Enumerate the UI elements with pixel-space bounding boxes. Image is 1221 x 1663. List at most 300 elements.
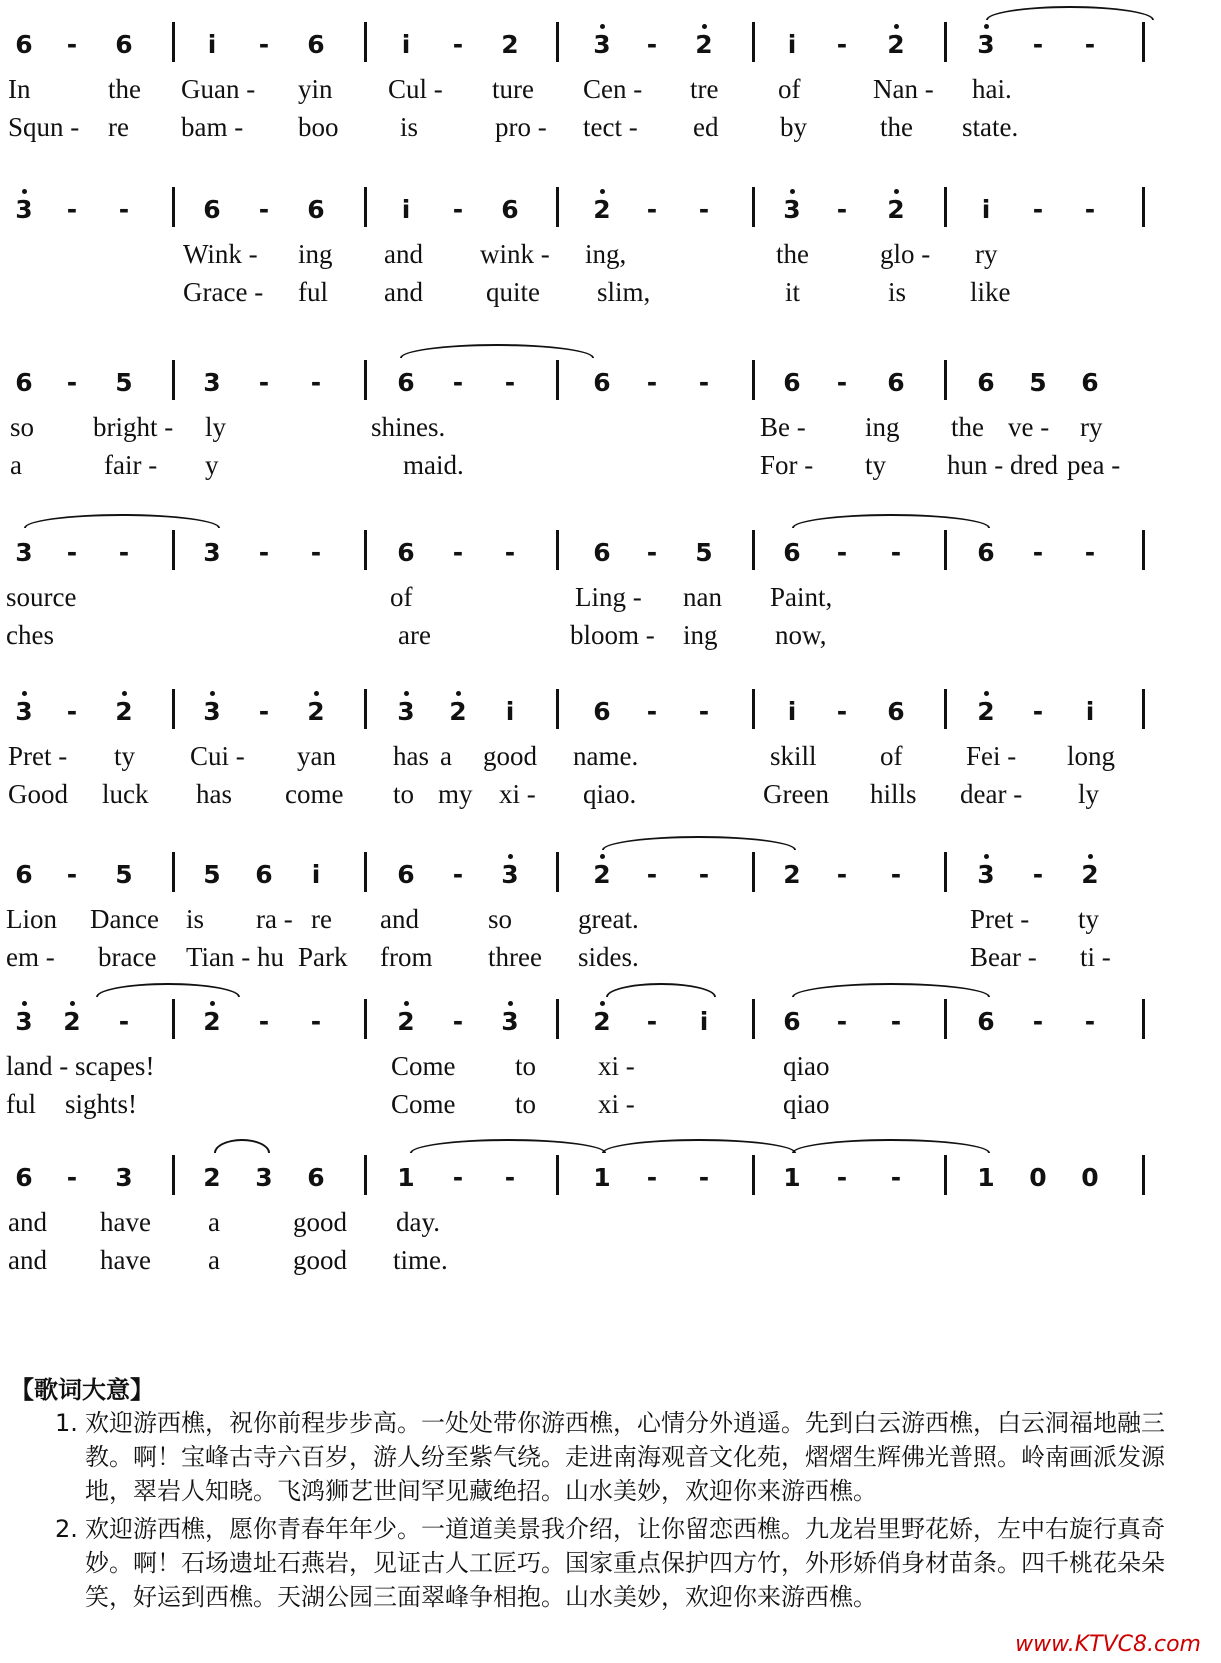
note: 6 <box>977 538 995 567</box>
barline <box>1142 187 1145 227</box>
note: 3 <box>977 860 995 889</box>
barline <box>752 530 755 570</box>
lyric-verse-1: of <box>880 741 903 771</box>
verse-number: 2. <box>55 1515 78 1543</box>
note: i <box>981 195 991 224</box>
octave-dot <box>404 1001 409 1006</box>
note-extension-dash: - <box>836 860 848 889</box>
note: i <box>787 697 797 726</box>
barline <box>752 187 755 227</box>
note-extension-dash: - <box>66 538 78 567</box>
note: 2 <box>203 1163 221 1192</box>
lyric-verse-2: xi - <box>598 1089 635 1119</box>
barline <box>1142 1155 1151 1195</box>
lyric-verse-1: ty <box>1078 904 1100 934</box>
lyric-verse-2: is <box>888 277 907 307</box>
lyric-verse-2: xi - <box>499 779 536 809</box>
lyric-verse-1: the <box>108 74 141 104</box>
lyric-verse-2: tect - <box>583 112 638 142</box>
note: 6 <box>783 538 801 567</box>
lyric-verse-2: maid. <box>403 450 464 480</box>
lyric-verse-2: Tian - hu <box>186 942 285 972</box>
note: i <box>401 30 411 59</box>
lyric-verse-2: are <box>398 620 431 650</box>
barline <box>364 1155 367 1195</box>
octave-dot <box>314 691 319 696</box>
octave-dot <box>22 189 27 194</box>
octave-dot <box>600 1001 605 1006</box>
barline <box>556 852 559 892</box>
note-extension-dash: - <box>1084 30 1096 59</box>
lyric-verse-1: bright - <box>93 412 174 442</box>
lyric-verse-1: good <box>293 1207 347 1237</box>
note: 6 <box>15 30 33 59</box>
lyric-verse-1: name. <box>573 741 639 771</box>
slur-arc <box>602 1139 796 1153</box>
lyric-verse-1: land - scapes! <box>6 1051 155 1081</box>
note: 2 <box>887 30 905 59</box>
note-extension-dash: - <box>504 538 516 567</box>
lyric-verse-1: hai. <box>972 74 1012 104</box>
verse-number: 1. <box>55 1409 78 1437</box>
note: 2 <box>695 30 713 59</box>
note-extension-dash: - <box>452 538 464 567</box>
lyric-verse-1: glo - <box>880 239 931 269</box>
note-extension-dash: - <box>452 1007 464 1036</box>
slur-arc <box>792 514 990 528</box>
lyric-verse-2: Squn - <box>8 112 80 142</box>
barline <box>172 1155 175 1195</box>
lyric-verse-2: em - <box>6 942 55 972</box>
lyric-verse-1: Guan - <box>181 74 256 104</box>
note-extension-dash: - <box>890 538 902 567</box>
lyric-verse-1: and <box>8 1207 47 1237</box>
barline <box>364 360 367 400</box>
slur-arc <box>986 6 1154 20</box>
barline <box>364 22 367 62</box>
barline <box>944 1155 947 1195</box>
barline <box>364 689 367 729</box>
lyric-verse-2: my <box>438 779 473 809</box>
note-extension-dash: - <box>66 368 78 397</box>
verse-text: 欢迎游西樵，愿你青春年年少。一道道美景我介绍，让你留恋西樵。九龙岩里野花娇，左中右旋行真奇妙。啊！石场遗址石燕岩，见证古人工匠巧。国家重点保护四方竹，外形娇俏身材苗条。四千桃花朵朵笑，好运到西樵。天湖公园三面翠峰争相抱。山水美妙，欢迎你来游西樵。 <box>85 1515 1165 1611</box>
note-extension-dash: - <box>890 860 902 889</box>
lyric-verse-1: of <box>778 74 801 104</box>
note-extension-dash: - <box>452 368 464 397</box>
note: 6 <box>307 1163 325 1192</box>
note-extension-dash: - <box>258 30 270 59</box>
note: 2 <box>501 30 519 59</box>
octave-dot <box>404 691 409 696</box>
lyrics-summary-title: 【歌词大意】 <box>10 1376 154 1404</box>
note-extension-dash: - <box>836 1007 848 1036</box>
lyric-verse-2: and <box>384 277 423 307</box>
lyric-verse-1: great. <box>578 904 639 934</box>
note: 3 <box>203 697 221 726</box>
note-extension-dash: - <box>836 30 848 59</box>
lyric-verse-2: For - <box>760 450 814 480</box>
lyric-verse-1: Ling - <box>575 582 642 612</box>
lyric-verse-1: yan <box>297 741 336 771</box>
lyric-verse-1: have <box>100 1207 151 1237</box>
barline <box>752 1155 755 1195</box>
note-extension-dash: - <box>698 368 710 397</box>
barline <box>556 1155 559 1195</box>
note-extension-dash: - <box>1032 195 1044 224</box>
octave-dot <box>894 24 899 29</box>
lyric-verse-2: dear - <box>960 779 1023 809</box>
lyric-verse-1: tre <box>690 74 719 104</box>
lyric-verse-2: brace <box>98 942 157 972</box>
lyric-verse-2: pro - <box>495 112 547 142</box>
barline <box>944 530 947 570</box>
lyric-verse-1: ing <box>298 239 333 269</box>
note: 2 <box>593 1007 611 1036</box>
note-extension-dash: - <box>698 860 710 889</box>
lyric-verse-2: Good <box>8 779 68 809</box>
note-extension-dash: - <box>452 1163 464 1192</box>
barline <box>556 530 559 570</box>
note: i <box>207 30 217 59</box>
note-extension-dash: - <box>1032 697 1044 726</box>
note-extension-dash: - <box>66 860 78 889</box>
barline <box>172 999 175 1039</box>
note: 2 <box>115 697 133 726</box>
lyric-verse-1: ry <box>1080 412 1103 442</box>
note: 1 <box>593 1163 611 1192</box>
note: i <box>787 30 797 59</box>
note: 6 <box>887 368 905 397</box>
note: 2 <box>63 1007 81 1036</box>
note-extension-dash: - <box>452 195 464 224</box>
note-extension-dash: - <box>1084 538 1096 567</box>
lyric-verse-2: Grace - <box>183 277 264 307</box>
note: 6 <box>501 195 519 224</box>
octave-dot <box>894 189 899 194</box>
lyric-verse-2: ti - <box>1080 942 1111 972</box>
lyric-verse-1: and <box>384 239 423 269</box>
lyric-verse-2: a <box>10 450 22 480</box>
note-extension-dash: - <box>646 538 658 567</box>
lyric-verse-2: ful <box>298 277 328 307</box>
lyric-verse-1: ing, <box>585 239 627 269</box>
note: 3 <box>115 1163 133 1192</box>
note: 6 <box>307 195 325 224</box>
slur-arc <box>792 1139 990 1153</box>
note: 6 <box>15 1163 33 1192</box>
note: 3 <box>501 860 519 889</box>
lyric-verse-1: to <box>515 1051 537 1081</box>
lyric-verse-1: Paint, <box>770 582 833 612</box>
barline <box>556 187 559 227</box>
note-extension-dash: - <box>1032 860 1044 889</box>
note: 6 <box>307 30 325 59</box>
barline <box>752 360 755 400</box>
lyric-verse-1: Be - <box>760 412 806 442</box>
lyric-verse-1: so <box>10 412 35 442</box>
barline <box>752 852 755 892</box>
lyric-verse-2: by <box>780 112 807 142</box>
barline <box>1142 530 1145 570</box>
note-extension-dash: - <box>836 538 848 567</box>
lyric-verse-2: ful <box>6 1089 36 1119</box>
lyric-verse-2: now, <box>775 620 827 650</box>
note-extension-dash: - <box>698 1163 710 1192</box>
note-extension-dash: - <box>258 697 270 726</box>
lyric-verse-1: day. <box>396 1207 440 1237</box>
lyric-verse-2: like <box>970 277 1011 307</box>
lyric-verse-1: a <box>440 741 452 771</box>
note-extension-dash: - <box>646 1007 658 1036</box>
note: 6 <box>977 1007 995 1036</box>
note-extension-dash: - <box>118 195 130 224</box>
barline <box>944 999 947 1039</box>
slur-arc <box>400 344 594 358</box>
lyric-verse-1: Pret - <box>970 904 1030 934</box>
lyric-verse-2: state. <box>962 112 1019 142</box>
slur-arc <box>792 983 990 997</box>
lyric-verse-1: source <box>6 582 77 612</box>
note: 5 <box>115 368 133 397</box>
octave-dot <box>984 691 989 696</box>
lyric-verse-2: to <box>393 779 415 809</box>
note: 5 <box>1029 368 1047 397</box>
lyric-verse-1: Come <box>391 1051 456 1081</box>
note: i <box>505 697 515 726</box>
octave-dot <box>22 1001 27 1006</box>
lyric-verse-1: shines. <box>371 412 446 442</box>
barline <box>172 852 175 892</box>
lyric-verse-1: yin <box>298 74 333 104</box>
barline <box>752 999 755 1039</box>
note: 1 <box>783 1163 801 1192</box>
note: 5 <box>203 860 221 889</box>
lyric-verse-2: have <box>100 1245 151 1275</box>
note: 6 <box>593 368 611 397</box>
lyric-verse-2: come <box>285 779 344 809</box>
lyric-verse-1: ty <box>114 741 136 771</box>
lyric-verse-2: bloom - <box>570 620 655 650</box>
note-extension-dash: - <box>1032 538 1044 567</box>
lyric-verse-2: three <box>488 942 542 972</box>
lyric-verse-1: Nan - <box>873 74 934 104</box>
note: 6 <box>255 860 273 889</box>
lyric-verse-2: quite <box>486 277 540 307</box>
lyric-verse-2: pea - <box>1067 450 1121 480</box>
lyric-verse-1: of <box>390 582 413 612</box>
note: 5 <box>695 538 713 567</box>
barline <box>364 530 367 570</box>
note-extension-dash: - <box>504 1163 516 1192</box>
note-extension-dash: - <box>258 368 270 397</box>
slur-arc <box>96 983 240 997</box>
note: 3 <box>15 1007 33 1036</box>
note: 3 <box>977 30 995 59</box>
barline <box>364 187 367 227</box>
barline <box>172 22 175 62</box>
lyric-verse-2: qiao <box>783 1089 830 1119</box>
note: 6 <box>783 368 801 397</box>
lyric-verse-1: the <box>776 239 809 269</box>
note-extension-dash: - <box>1084 195 1096 224</box>
lyric-verse-2: hun - dred <box>947 450 1058 480</box>
barline <box>1142 689 1145 729</box>
note-extension-dash: - <box>258 538 270 567</box>
octave-dot <box>22 691 27 696</box>
note-extension-dash: - <box>646 697 658 726</box>
lyric-verse-2: ing <box>683 620 718 650</box>
note-extension-dash: - <box>646 30 658 59</box>
note: 2 <box>1081 860 1099 889</box>
note-extension-dash: - <box>646 860 658 889</box>
octave-dot <box>984 854 989 859</box>
lyric-verse-1: is <box>186 904 205 934</box>
note-extension-dash: - <box>836 697 848 726</box>
lyric-verse-2: ly <box>1078 779 1100 809</box>
octave-dot <box>122 691 127 696</box>
lyric-verse-2: bam - <box>181 112 244 142</box>
note: 0 <box>1081 1163 1099 1192</box>
barline <box>752 22 755 62</box>
note-extension-dash: - <box>118 538 130 567</box>
note: 2 <box>449 697 467 726</box>
note-extension-dash: - <box>66 1163 78 1192</box>
note: 1 <box>397 1163 415 1192</box>
lyric-verse-2: fair - <box>104 450 158 480</box>
barline <box>172 530 175 570</box>
note: i <box>401 195 411 224</box>
note-extension-dash: - <box>1032 30 1044 59</box>
note-extension-dash: - <box>698 697 710 726</box>
lyric-verse-2: it <box>785 277 801 307</box>
note-extension-dash: - <box>66 30 78 59</box>
note: 6 <box>15 368 33 397</box>
octave-dot <box>600 854 605 859</box>
lyric-verse-1: Cui - <box>190 741 245 771</box>
note: 2 <box>977 697 995 726</box>
note: 6 <box>593 538 611 567</box>
note: 0 <box>1029 1163 1047 1192</box>
lyric-verse-2: from <box>380 942 433 972</box>
slur-arc <box>214 1139 270 1153</box>
note: 6 <box>15 860 33 889</box>
note-extension-dash: - <box>698 195 710 224</box>
note: 3 <box>15 195 33 224</box>
octave-dot <box>210 691 215 696</box>
barline <box>1142 999 1145 1039</box>
lyric-verse-2: y <box>205 450 219 480</box>
note: 2 <box>593 860 611 889</box>
note-extension-dash: - <box>66 697 78 726</box>
note: 5 <box>115 860 133 889</box>
lyric-verse-1: Cul - <box>388 74 443 104</box>
note: 2 <box>887 195 905 224</box>
lyric-verse-1: ly <box>205 412 227 442</box>
lyric-verse-1: good <box>483 741 537 771</box>
note: 6 <box>1081 368 1099 397</box>
lyric-verse-2: qiao. <box>583 779 637 809</box>
note-extension-dash: - <box>452 30 464 59</box>
note: 3 <box>593 30 611 59</box>
lyric-verse-1: In <box>8 74 31 104</box>
note: 1 <box>977 1163 995 1192</box>
note: 6 <box>783 1007 801 1036</box>
note: 2 <box>203 1007 221 1036</box>
note: 2 <box>397 1007 415 1036</box>
note: i <box>699 1007 709 1036</box>
barline <box>556 999 559 1039</box>
lyric-verse-1: qiao <box>783 1051 830 1081</box>
octave-dot <box>70 1001 75 1006</box>
lyric-verse-1: a <box>208 1207 220 1237</box>
lyric-verse-2: a <box>208 1245 220 1275</box>
note: 2 <box>783 860 801 889</box>
octave-dot <box>508 854 513 859</box>
note-extension-dash: - <box>310 1007 322 1036</box>
note-extension-dash: - <box>504 368 516 397</box>
barline <box>1142 22 1145 62</box>
note: 3 <box>15 538 33 567</box>
note-extension-dash: - <box>118 1007 130 1036</box>
lyric-verse-2: to <box>515 1089 537 1119</box>
note-extension-dash: - <box>452 860 464 889</box>
note: 2 <box>593 195 611 224</box>
note-extension-dash: - <box>258 1007 270 1036</box>
note-extension-dash: - <box>890 1007 902 1036</box>
lyric-verse-1: ture <box>492 74 534 104</box>
note: 6 <box>115 30 133 59</box>
note: 6 <box>203 195 221 224</box>
barline <box>172 360 175 400</box>
lyric-verse-2: slim, <box>597 277 651 307</box>
note-extension-dash: - <box>836 195 848 224</box>
note: i <box>311 860 321 889</box>
octave-dot <box>508 1001 513 1006</box>
note: 6 <box>397 368 415 397</box>
note-extension-dash: - <box>836 1163 848 1192</box>
lyric-verse-2: luck <box>102 779 149 809</box>
lyric-verse-1: and <box>380 904 419 934</box>
lyric-verse-2: ches <box>6 620 54 650</box>
barline <box>556 22 559 62</box>
barline <box>364 852 367 892</box>
octave-dot <box>1088 854 1093 859</box>
lyric-verse-1: nan <box>683 582 722 612</box>
slur-arc <box>602 836 796 850</box>
note: 6 <box>397 538 415 567</box>
note-extension-dash: - <box>646 368 658 397</box>
note: i <box>1085 697 1095 726</box>
note: 3 <box>397 697 415 726</box>
watermark: www.KTVC8.com <box>1015 1632 1201 1657</box>
lyric-verse-1: re <box>311 904 332 934</box>
barline <box>944 852 947 892</box>
note-extension-dash: - <box>646 195 658 224</box>
octave-dot <box>456 691 461 696</box>
octave-dot <box>600 189 605 194</box>
barline <box>944 689 947 729</box>
note-extension-dash: - <box>836 368 848 397</box>
lyric-verse-1: ry <box>975 239 998 269</box>
note-extension-dash: - <box>310 538 322 567</box>
barline <box>944 360 947 400</box>
lyric-verse-1: Wink - <box>183 239 258 269</box>
note-extension-dash: - <box>646 1163 658 1192</box>
barline <box>944 187 947 227</box>
slur-arc <box>606 983 716 997</box>
lyric-verse-2: Green <box>763 779 829 809</box>
lyric-verse-2: ed <box>693 112 719 142</box>
